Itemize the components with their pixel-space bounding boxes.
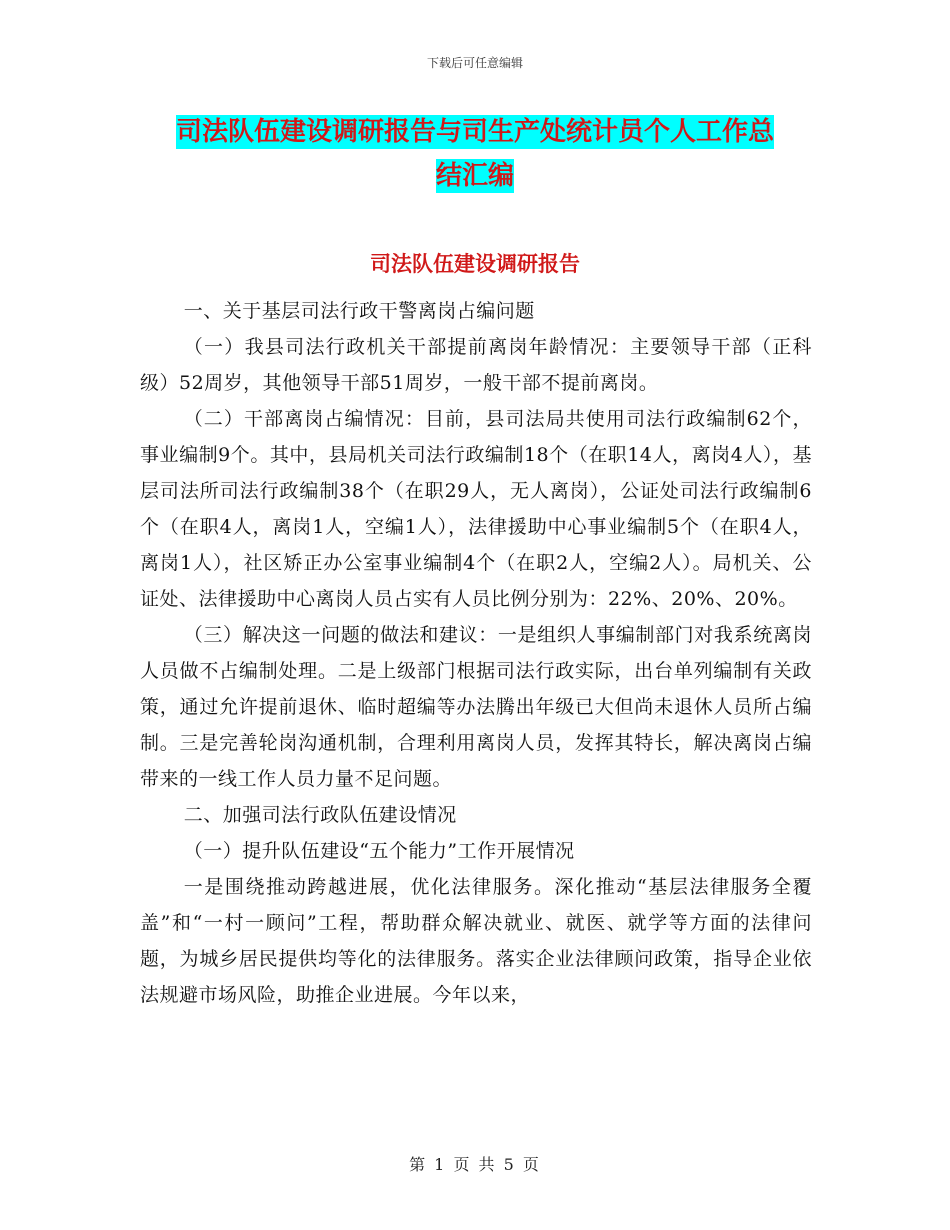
paragraph-1: （一）我县司法行政机关干部提前离岗年龄情况：主要领导干部（正科级）52周岁，其他领导干部51周岁，一般干部不提前离岗。	[140, 336, 812, 394]
heading-2: 二、加强司法行政队伍建设情况	[183, 804, 457, 826]
paragraph-4: 一是围绕推动跨越进展，优化法律服务。深化推动“基层法律服务全覆盖”和“一村一顾问”工程，帮助群众解决就业、就医、就学等方面的法律问题，为城乡居民提供均等化的法律服务。落实企业法律顾问政策，指导企业依法规避市场风险，助推企业进展。今年以来，	[140, 876, 812, 1006]
document-body	[140, 293, 812, 1013]
document-title	[140, 110, 810, 198]
heading-1: 一、关于基层司法行政干警离岗占编问题	[183, 300, 535, 322]
document-title-line-2: 结汇编	[435, 161, 514, 191]
paragraph-2: （二）干部离岗占编情况：目前，县司法局共使用司法行政编制62个，事业编制9个。其中，县局机关司法行政编制18个（在职14人，离岗4人），基层司法所司法行政编制38个（在职29人，无人离岗），公证处司法行政编制6个（在职4人，离岗1人，空编1人），法律援助中心事业编制5个（在职4人，离岗1人），社区矫正办公室事业编制4个（在职2人，空编2人）。局机关、公证处、法律援助中心离岗人员占实有人员比例分别为：22%、20%、20%。	[140, 408, 812, 610]
subheading-2-1: （一）提升队伍建设“五个能力”工作开展情况	[183, 840, 575, 862]
paragraph-3: （三）解决这一问题的做法和建议：一是组织人事编制部门对我系统离岗人员做不占编制处理。二是上级部门根据司法行政实际，出台单列编制有关政策，通过允许提前退休、临时超编等办法腾出年级已大但尚未退休人员所占编制。三是完善轮岗沟通机制，合理利用离岗人员，发挥其特长，解决离岗占编带来的一线工作人员力量不足问题。	[140, 624, 812, 790]
document-title-line-1: 司法队伍建设调研报告与司生产处统计员个人工作总	[175, 117, 774, 147]
page-footer: 第 1 页 共 5 页	[409, 1155, 541, 1174]
section-title: 司法队伍建设调研报告	[370, 252, 580, 276]
header-note: 下载后可任意编辑	[426, 56, 523, 70]
